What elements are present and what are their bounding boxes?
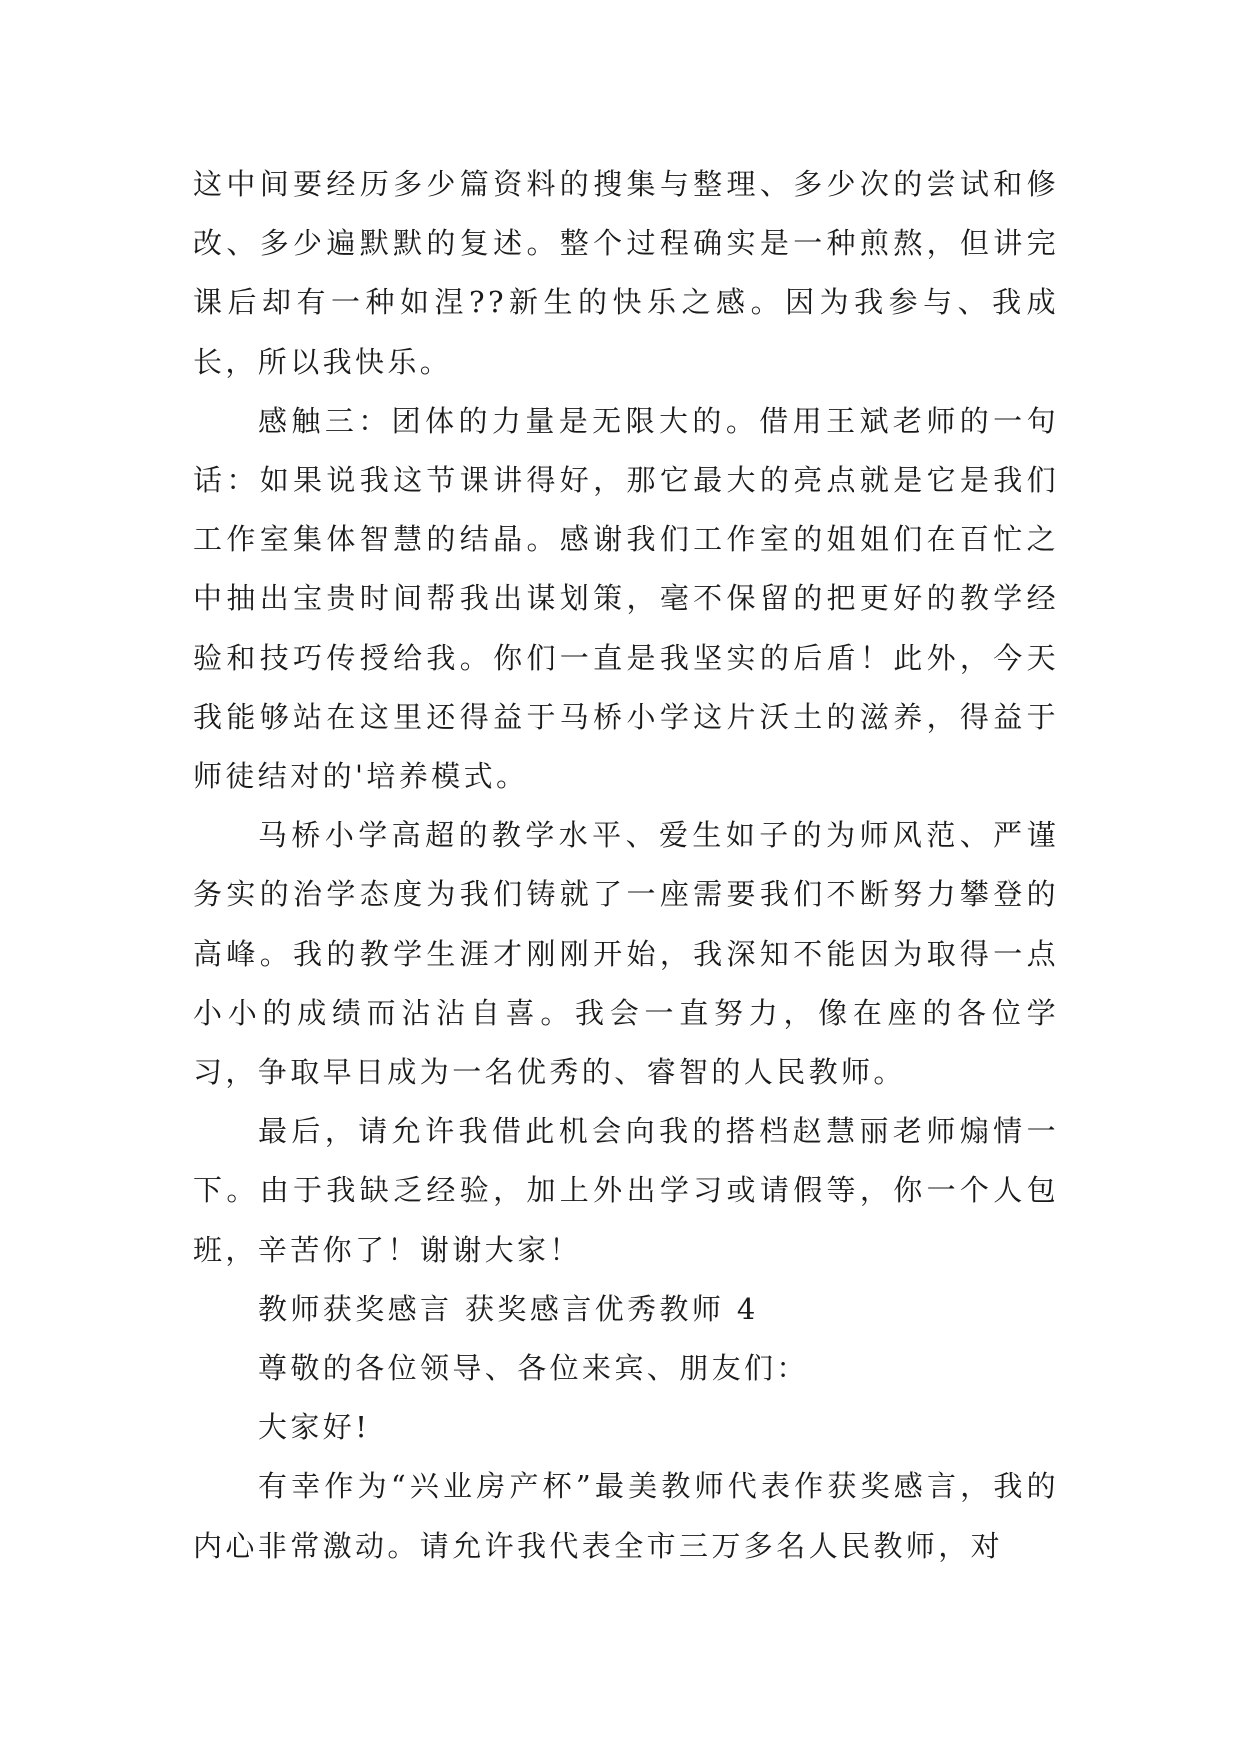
greeting: 大家好! <box>258 1410 371 1445</box>
document-body <box>193 155 1059 1576</box>
paragraph: 这中间要经历多少篇资料的搜集与整理、多少次的尝试和修改、多少遍默默的复述。整个过程确实是一种煎熬，但讲完课后却有一种如涅??新生的快乐之感。因为我参与、我成长，所以我快乐。 <box>193 167 1059 379</box>
salutation: 尊敬的各位领导、各位来宾、朋友们： <box>258 1351 809 1386</box>
paragraph: 马桥小学高超的教学水平、爱生如子的为师风范、严谨务实的治学态度为我们铸就了一座需要我们不断努力攀登的高峰。我的教学生涯才刚刚开始，我深知不能因为取得一点小小的成绩而沾沾自喜。我会一直努力，像在座的各位学习，争取早日成为一名优秀的、睿智的人民教师。 <box>193 818 1059 1090</box>
section-heading: 教师获奖感言 获奖感言优秀教师 4 <box>258 1291 759 1326</box>
paragraph: 感触三：团体的力量是无限大的。借用王斌老师的一句话：如果说我这节课讲得好，那它最大的亮点就是它是我们工作室集体智慧的结晶。感谢我们工作室的姐姐们在百忙之中抽出宝贵时间帮我出谋划策，毫不保留的把更好的教学经验和技巧传授给我。你们一直是我坚实的后盾！此外，今天我能够站在这里还得益于马桥小学这片沃土的滋养，得益于师徒结对的'培养模式。 <box>193 403 1059 794</box>
paragraph: 最后，请允许我借此机会向我的搭档赵慧丽老师煽情一下。由于我缺乏经验，加上外出学习或请假等，你一个人包班，辛苦你了！谢谢大家！ <box>193 1114 1059 1267</box>
paragraph: 有幸作为“兴业房产杯”最美教师代表作获奖感言，我的内心非常激动。请允许我代表全市三万多名人民教师，对 <box>193 1469 1059 1563</box>
